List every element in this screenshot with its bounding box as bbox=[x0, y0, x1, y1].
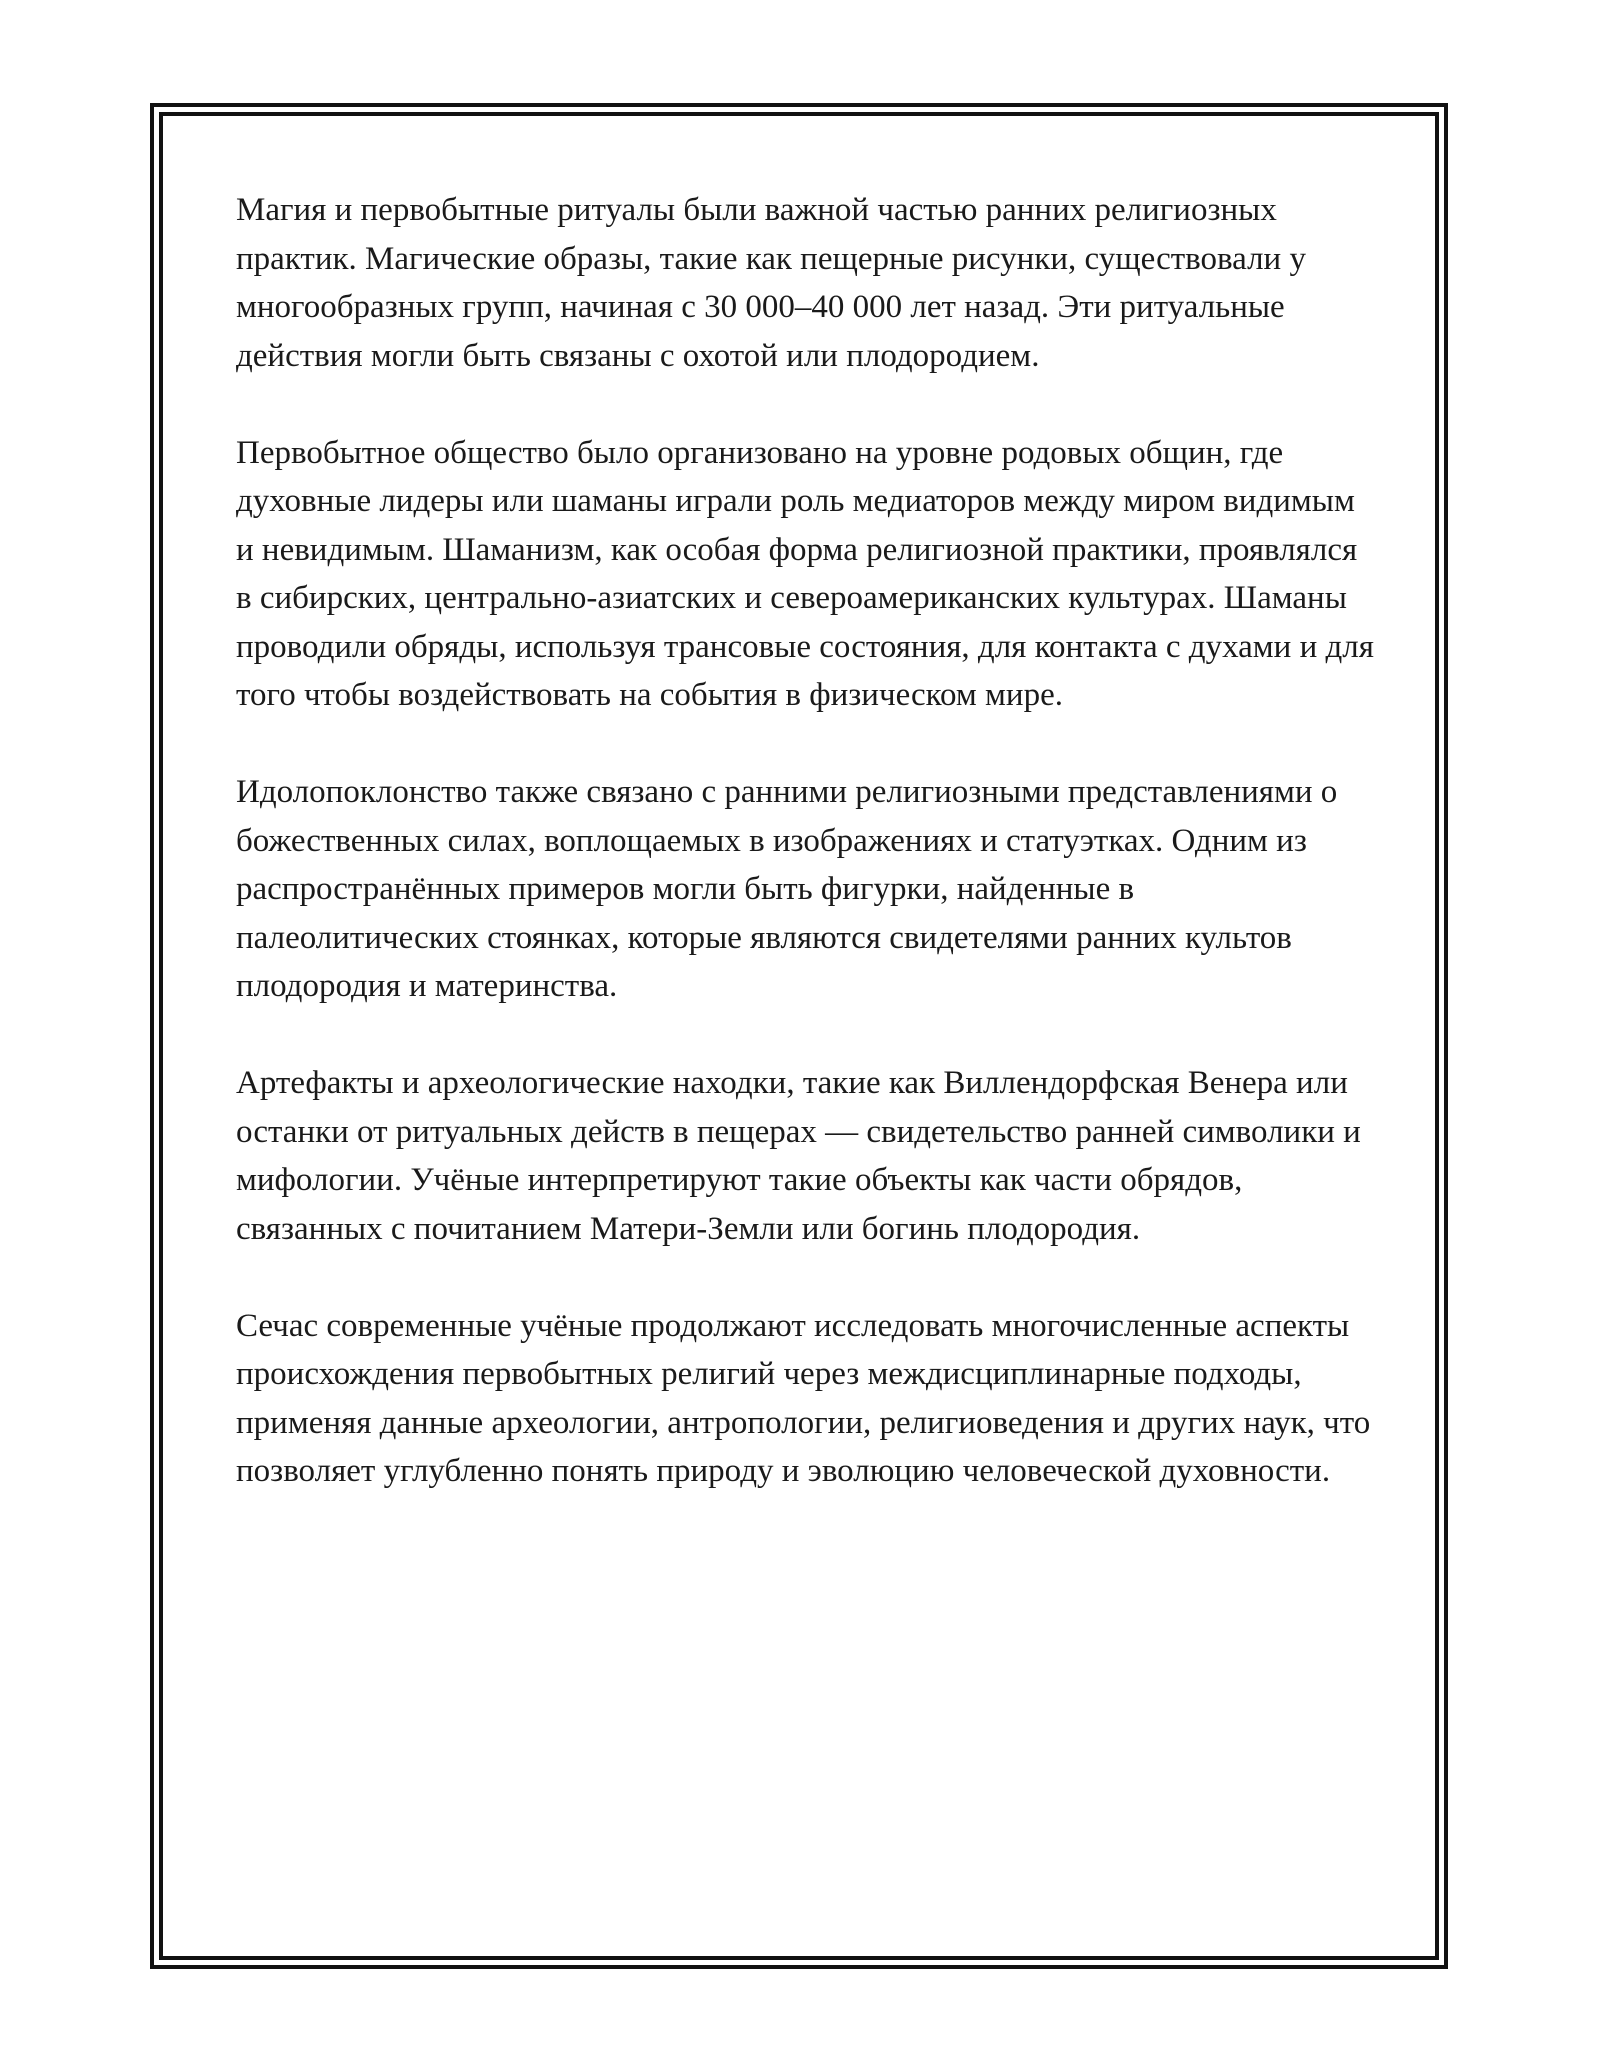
paragraph-magic-rituals: Магия и первобытные ритуалы были важной частью ранних религиозных практик. Магические образы, такие как пещерные рисунки, существовали у многообразных групп, начиная с 30 000–40 000 лет назад. Эти ритуальные действия могли быть связаны с охотой или плодородием. bbox=[236, 192, 1306, 374]
paragraph-artifacts: Артефакты и археологические находки, такие как Виллендорфская Венера или останки от ритуальных действ в пещерах — свидетельство ранней символики и мифологии. Учёные интерпретируют такие объекты как части обрядов, связанных с почитанием Матери-Земли или богинь плодородия. bbox=[236, 1065, 1361, 1247]
paragraph-idolatry: Идолопоклонство также связано с ранними религиозными представлениями о божественных силах, воплощаемых в изображениях и статуэтках. Одним из распространённых примеров могли быть фигурки, найденные в палеолитических стоянках, которые являются свидетелями ранних культов плодородия и материнства. bbox=[236, 774, 1338, 1004]
paragraph-shamanism: Первобытное общество было организовано на уровне родовых общин, где духовные лидеры или шаманы играли роль медиаторов между миром видимым и невидимым. Шаманизм, как особая форма религиозной практики, проявлялся в сибирских, центрально-азиатских и североамериканских культурах. Шаманы проводили обряды, используя трансовые состояния, для контакта с духами и для того чтобы воздействовать на события в физическом мире. bbox=[236, 434, 1374, 713]
document-body bbox=[236, 186, 1376, 1496]
paragraph-modern-research: Сечас современные учёные продолжают исследовать многочисленные аспекты происхождения первобытных религий через междисциплинарные подходы, применяя данные археологии, антропологии, религиоведения и других наук, что позволяет углубленно понять природу и эволюцию человеческой духовности. bbox=[236, 1307, 1371, 1489]
